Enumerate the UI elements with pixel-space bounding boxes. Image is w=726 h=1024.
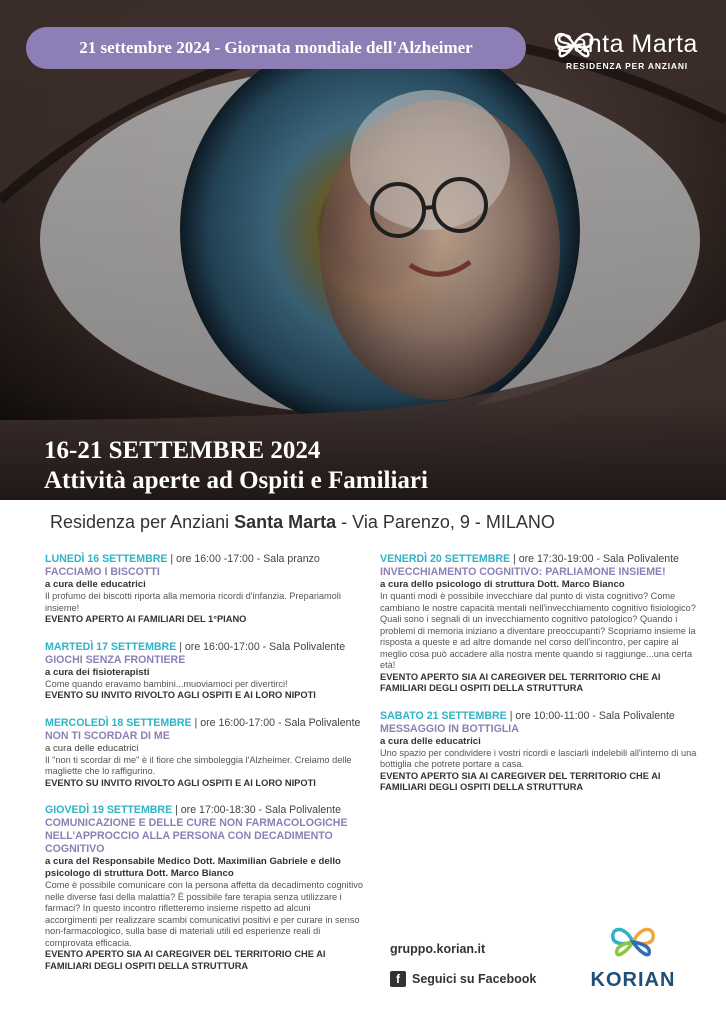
- event-description: Uno spazio per condividere i vostri ricordi e lasciarli indelebili all'interno di una bottiglia che potrete portare a casa.: [380, 747, 697, 769]
- event-time: | ore 16:00 -17:00 - Sala pranzo: [167, 553, 320, 565]
- korian-wordmark: KORIAN: [590, 969, 676, 991]
- event-date-banner: 21 settembre 2024 - Giornata mondiale dell'Alzheimer: [26, 27, 526, 69]
- facebook-icon: f: [390, 971, 406, 987]
- event-organizer: a cura delle educatrici: [45, 579, 146, 590]
- event-monday: [45, 553, 365, 626]
- event-organizer: a cura dello psicologo di struttura Dott. Marco Bianco: [380, 579, 625, 590]
- address-prefix: Residenza per Anziani: [50, 512, 235, 532]
- santa-marta-logo: [552, 28, 702, 71]
- event-audience: EVENTO APERTO AI FAMILIARI DEL 1°PIANO: [45, 614, 247, 624]
- event-audience: EVENTO SU INVITO RIVOLTO AGLI OSPITI E AI LORO NIPOTI: [45, 690, 316, 700]
- events-column-right: [380, 553, 700, 809]
- butterfly-logo-icon: [552, 28, 596, 62]
- event-audience: EVENTO SU INVITO RIVOLTO AGLI OSPITI E AI LORO NIPOTI: [45, 777, 316, 788]
- website-link[interactable]: gruppo.korian.it: [390, 942, 486, 956]
- address-suffix: - Via Parenzo, 9 - MILANO: [336, 512, 555, 532]
- event-organizer: a cura dei fisioterapisti: [45, 666, 150, 678]
- event-description: In quanti modi è possibile invecchiare dal punto di vista cognitivo? Come cambiano le nostre capacità mentali nell'invecchiamento cognitivo fisiologico? Quali sono i segnali di un invecchiamento cognitivo patologico? Quando i problemi di memoria iniziano a diventare preoccupanti? Scopriamo insieme la risposta a queste e ad altre domande nel corso dell'incontro, per capire al meglio cosa può accadere alla nostra mente quando si raggiunge...una certa età!: [380, 591, 696, 670]
- event-description: Come è possibile comunicare con la persona affetta da decadimento cognitivo nelle diverse fasi della malattia? È possibile fare terapia senza utilizzare i farmaci? In questo incontro rifletteremo insieme rispetto ad alcuni accorgimenti per realizzare scambi comunicativi positivi e per curare in senso non-farmacologico, sulla base di materiali utili ed esperienze reali di comprovata efficacia.: [45, 880, 364, 948]
- event-organizer: a cura delle educatrici: [380, 735, 481, 747]
- hero-image: [0, 0, 726, 500]
- brand-subtitle: RESIDENZA PER ANZIANI: [566, 61, 688, 71]
- event-day: MERCOLEDÌ 18 SETTEMBRE: [45, 716, 192, 729]
- event-time: | ore 17:30-19:00 - Sala Polivalente: [510, 553, 679, 565]
- address-line: [50, 512, 555, 533]
- event-description: Il "non ti scordar di me" è il fiore che simboleggia l'Alzheimer. Creiamo delle magliette che lo raffigurino.: [45, 754, 352, 776]
- facebook-link[interactable]: [390, 971, 536, 987]
- event-time: | ore 10:00-11:00 - Sala Polivalente: [506, 709, 675, 722]
- facebook-label: Seguici su Facebook: [412, 972, 537, 986]
- event-title: NON TI SCORDAR DI ME: [45, 729, 170, 742]
- event-time: | ore 16:00-17:00 - Sala Polivalente: [176, 640, 346, 653]
- event-day: MARTEDÌ 17 SETTEMBRE: [45, 640, 177, 653]
- event-description: Come quando eravamo bambini...muoviamoci per divertirci!: [45, 678, 288, 689]
- korian-logo: [578, 922, 688, 992]
- hero-title: [44, 436, 428, 496]
- event-wednesday: [45, 717, 365, 790]
- event-description: Il profumo dei biscotti riporta alla memoria ricordi d'infanzia. Prepariamoli insieme!: [45, 591, 341, 613]
- address-name: Santa Marta: [234, 512, 337, 532]
- event-friday: [380, 553, 700, 695]
- event-thursday: [45, 804, 365, 972]
- event-tuesday: [45, 641, 365, 702]
- event-title: MESSAGGIO IN BOTTIGLIA: [380, 722, 519, 735]
- event-audience: EVENTO APERTO SIA AI CAREGIVER DEL TERRITORIO CHE AI FAMILIARI DEGLI OSPITI DELLA STRUTTURA: [380, 671, 661, 693]
- event-audience: EVENTO APERTO SIA AI CAREGIVER DEL TERRITORIO CHE AI FAMILIARI DEGLI OSPITI DELLA STRUTTURA: [380, 770, 661, 792]
- event-title: GIOCHI SENZA FRONTIERE: [45, 653, 186, 666]
- event-day: VENERDÌ 20 SETTEMBRE: [380, 553, 511, 565]
- event-title: FACCIAMO I BISCOTTI: [45, 566, 160, 578]
- event-organizer: a cura delle educatrici: [45, 742, 139, 754]
- hero-title-dates: 16-21 SETTEMBRE 2024: [44, 437, 321, 464]
- brand-name: Santa Marta: [556, 30, 698, 58]
- korian-butterfly-icon: [608, 922, 658, 962]
- event-audience: EVENTO APERTO SIA AI CAREGIVER DEL TERRITORIO CHE AI FAMILIARI DEGLI OSPITI DELLA STRUTTURA: [45, 949, 326, 971]
- event-time: | ore 17:00-18:30 - Sala Polivalente: [172, 804, 341, 816]
- event-day: LUNEDÌ 16 SETTEMBRE: [45, 553, 168, 565]
- eye-illustration: [0, 0, 726, 500]
- events-column-left: [45, 553, 365, 987]
- event-day: GIOVEDÌ 19 SETTEMBRE: [45, 804, 173, 816]
- event-title: INVECCHIAMENTO COGNITIVO: PARLIAMONE INSIEME!: [380, 566, 666, 578]
- event-title: COMUNICAZIONE E DELLE CURE NON FARMACOLOGICHE NELL'APPROCCIO ALLA PERSONA CON DECADIMENTO COGNITIVO: [45, 817, 348, 855]
- event-organizer: a cura del Responsabile Medico Dott. Maximilian Gabriele e dello psicologo di struttura Dott. Marco Bianco: [45, 856, 341, 879]
- event-saturday: [380, 710, 700, 794]
- hero-title-subtitle: Attività aperte ad Ospiti e Familiari: [44, 467, 428, 494]
- event-time: | ore 16:00-17:00 - Sala Polivalente: [191, 716, 361, 729]
- event-day: SABATO 21 SETTEMBRE: [380, 709, 507, 722]
